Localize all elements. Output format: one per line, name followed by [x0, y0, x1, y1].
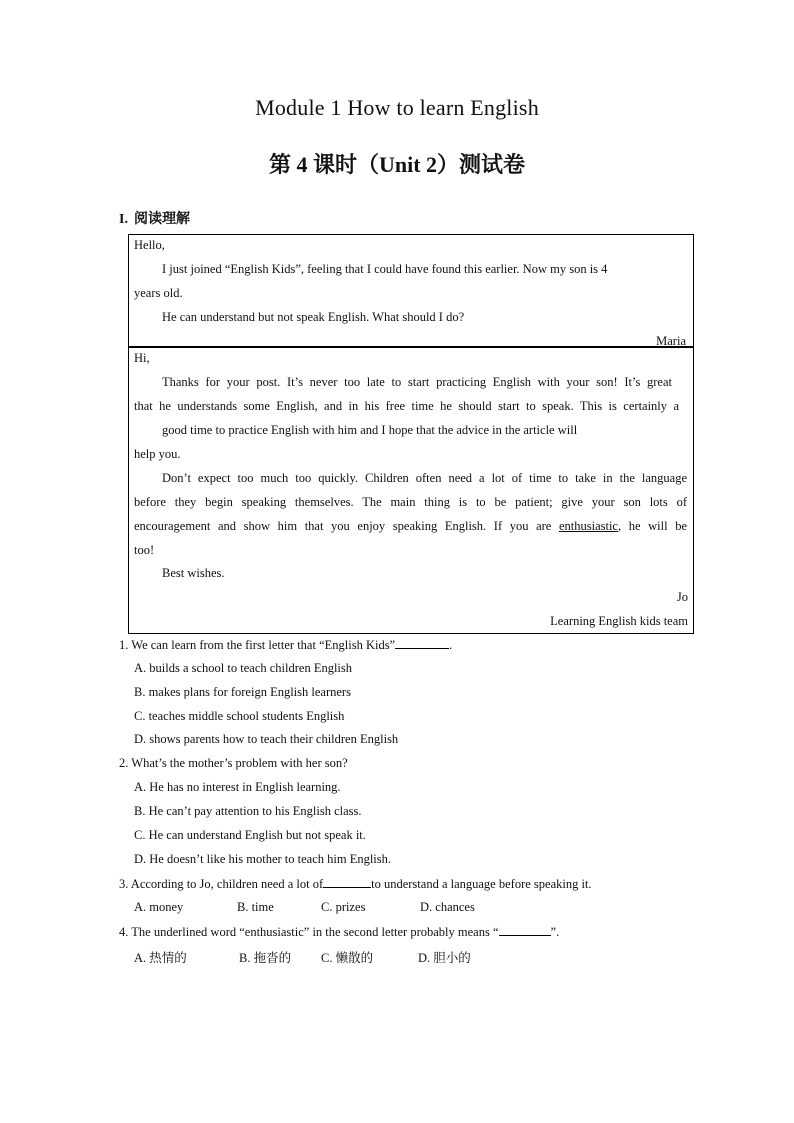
letter2-line: help you.	[134, 447, 181, 461]
letter2-line: too!	[134, 543, 155, 557]
letter2-signature: Jo	[676, 590, 688, 604]
question-stem-end: to understand a language before speaking it.	[371, 877, 592, 891]
option: D. shows parents how to teach their children English	[134, 732, 399, 746]
option: C. He can understand English but not speak it.	[134, 828, 366, 842]
letter2-line: before they begin speaking themselves. The main thing is to be patient; give your son lots of	[134, 495, 687, 509]
letter2-closing: Best wishes.	[162, 566, 225, 580]
option: A. money	[134, 900, 184, 914]
answer-blank	[323, 876, 371, 888]
letter1-greeting: Hello,	[134, 238, 165, 252]
answer-blank	[499, 924, 551, 936]
letter2-line	[134, 519, 687, 534]
page-title: Module 1 How to learn English	[255, 95, 539, 120]
option: D. 胆小的	[418, 951, 471, 965]
letter1-line: He can understand but not speak English. What should I do?	[162, 310, 465, 324]
letter2-line: good time to practice English with him and I hope that the advice in the article will	[162, 423, 578, 437]
letter2-team: Learning English kids team	[550, 614, 688, 628]
letter2-text: encouragement and show him that you enjoy speaking English. If you are	[134, 519, 559, 533]
question-4	[119, 924, 559, 940]
question-2	[119, 756, 348, 771]
option: C. teaches middle school students English	[134, 709, 345, 723]
letter1-signature: Maria	[656, 334, 686, 348]
letter2-greeting: Hi,	[134, 351, 150, 365]
letter1-line: years old.	[134, 286, 183, 300]
question-1	[119, 637, 452, 653]
letter2-line: Don’t expect too much too quickly. Children often need a lot of time to take in the language	[162, 471, 687, 485]
question-stem: 1. We can learn from the first letter that “English Kids”	[119, 638, 396, 652]
letter-box-maria	[128, 234, 694, 348]
letter2-text: , he will be	[617, 519, 687, 533]
letter2-line: Thanks for your post. It’s never too late to start practicing English with your son! It’s great	[162, 375, 672, 389]
option: D. chances	[420, 900, 475, 914]
option: A. He has no interest in English learning.	[134, 780, 341, 794]
question-stem-end: ”.	[550, 925, 560, 939]
question-stem: 2. What’s the mother’s problem with her son?	[119, 756, 348, 770]
option: B. He can’t pay attention to his English class.	[134, 804, 362, 818]
letter2-line: that he understands some English, and in his free time he should start to speak. This is certainly a	[134, 399, 679, 413]
question-stem: 3. According to Jo, children need a lot of	[119, 877, 324, 891]
underlined-word: enthusiastic	[558, 519, 618, 533]
section-heading	[119, 208, 190, 228]
question-stem: 4. The underlined word “enthusiastic” in the second letter probably means “	[119, 925, 499, 939]
option: B. time	[237, 900, 274, 914]
option: B. makes plans for foreign English learners	[134, 685, 351, 699]
section-label: 阅读理解	[133, 212, 190, 227]
letter1-line: I just joined “English Kids”, feeling that I could have found this earlier. Now my son is 4	[162, 262, 608, 276]
option: C. 懒散的	[321, 951, 374, 965]
question-3	[119, 876, 592, 892]
option: C. prizes	[321, 900, 366, 914]
section-number: I.	[119, 212, 128, 227]
option: A. 热情的	[134, 951, 187, 965]
page-subtitle: 第 4 课时（Unit 2）测试卷	[268, 152, 526, 177]
question-stem-end: .	[449, 638, 453, 652]
option: A. builds a school to teach children English	[134, 661, 353, 675]
option: B. 拖沓的	[239, 951, 292, 965]
answer-blank	[395, 637, 449, 649]
option: D. He doesn’t like his mother to teach him English.	[134, 852, 392, 866]
